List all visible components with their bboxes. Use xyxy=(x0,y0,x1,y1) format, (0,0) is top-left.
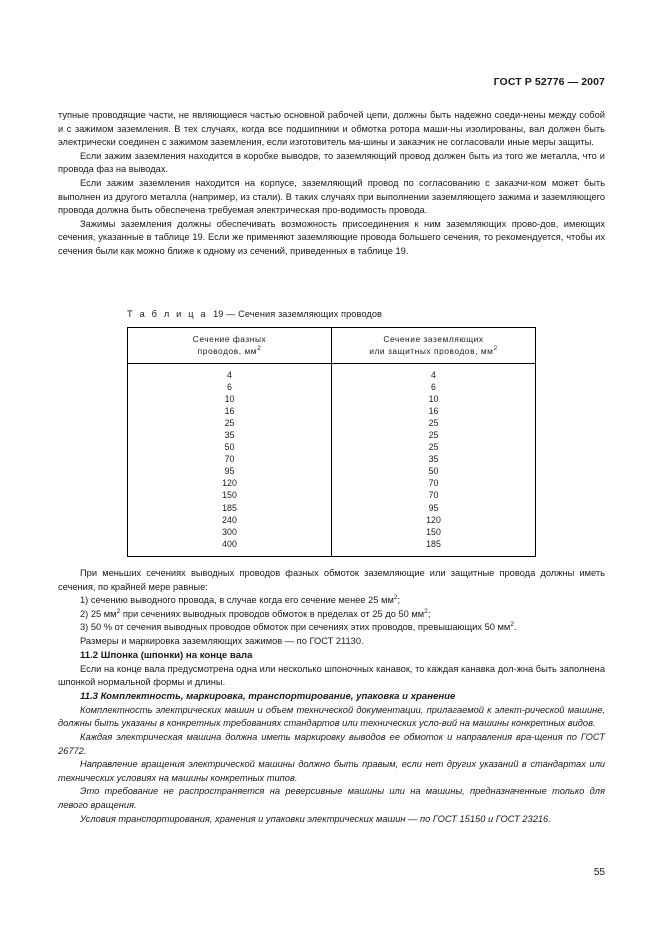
table-cell-phase: 35 xyxy=(224,430,235,441)
table-19-block xyxy=(127,308,536,557)
table-cell-phase: 150 xyxy=(222,490,237,501)
paragraph: Каждая электрическая машина должна иметь маркировку выводов ее обмоток и направления вра-щения по ГОСТ 26772. xyxy=(58,731,605,756)
table-row xyxy=(128,364,536,557)
table-caption-number: 19 xyxy=(213,309,224,319)
paragraph: Зажимы заземления должны обеспечивать возможность присоединения к ним заземляющих прово-дов, имеющих сечения, указанные в таблице 19. Если же применяют заземляющие провода большего сечения, то рекомендуется, чтобы их сечения были как можно ближе к одному из сечений, приведенных в таблице 19. xyxy=(58,218,605,256)
table-caption-title: Сечения заземляющих проводов xyxy=(238,309,383,319)
table-cell-phase: 95 xyxy=(224,466,235,477)
table-cell-phase: 240 xyxy=(222,514,237,525)
paragraph: Если на конце вала предусмотрена одна или несколько шпоночных канавок, то каждая канавка дол-жна быть заполнена шпонкой нормальной формы и длины. xyxy=(58,663,605,688)
paragraph: При меньших сечениях выводных проводов фазных обмоток заземляющие или защитные провода должны иметь сечения, по крайней мере равные: xyxy=(58,568,605,592)
table-19 xyxy=(127,327,536,557)
table-cell-phase: 300 xyxy=(222,526,237,537)
paragraph: Это требование не распространяется на реверсивные машины или на машины, предназначенные только для левого вращения. xyxy=(58,786,605,810)
table-cell-ground: 120 xyxy=(426,514,441,525)
paragraph: Если зажим заземления находится в коробке выводов, то заземляющий провод должен быть из того же металла, что и провода фаз на выводах. xyxy=(58,150,605,175)
list-item-3: 3) 50 % от сечения выводных проводов обмоток при сечениях этих проводов, превышающих 50 $мм^2$. xyxy=(80,621,517,633)
upper-text-column xyxy=(58,109,605,259)
superscript-two: 2 xyxy=(116,607,121,615)
table-cell-phase: 185 xyxy=(222,502,237,513)
column-header-phase-line1: Сечение фазных xyxy=(192,334,267,344)
paragraph-continuation: тупные проводящие части, не являющиеся частью основной рабочей цепи, должны быть надежно соеди-нены между собой и с зажимом заземления. В тех случаях, когда все подшипники и обмотка ротора маши-ны изолированы, вал должен быть электрически соединен с зажимом заземления, если изготовитель ма-шины и заказчик не согласовали иные меры защиты. xyxy=(58,110,605,148)
table-cell-phase: 10 xyxy=(224,394,235,405)
running-head: ГОСТ Р 52776 — 2007 xyxy=(493,76,605,88)
table-cell-phase: 16 xyxy=(224,406,235,417)
column-header-ground xyxy=(332,328,536,364)
paragraph: Комплектность электрических машин и объем технической документации, прилагаемой к элект-рической машине, должны быть указаны в конкретных требованиях стандартов или технических усло-вий на машины конкретных видов. xyxy=(58,704,605,729)
list-item-1: 1) сечению выводного провода, в случае когда его сечение менее 25 $мм^2$; xyxy=(80,594,401,606)
paragraph: Направление вращения электрической машины должно быть правым, если нет других указаний в стандартах или технических условиях на машины конкретных типов. xyxy=(58,759,605,783)
table-cell-ground: 25 xyxy=(428,418,439,429)
column-header-ground-line2: или защитных проводов, $мм^2$ xyxy=(369,345,498,356)
superscript-two: 2 xyxy=(510,621,514,629)
table-cell-ground: 70 xyxy=(428,478,439,489)
table-cell-phase: 70 xyxy=(224,454,235,465)
lower-text-column xyxy=(58,567,605,826)
paragraph: Условия транспортирования, хранения и упаковки электрических машин — по ГОСТ 15150 и ГОСТ 23216. xyxy=(80,813,551,824)
table-cell-phase: 6 xyxy=(227,382,232,393)
list-item-2: 2) 25 $мм^2$ при сечениях выводных проводов обмоток в пределах от 25 до 50 $мм^2$; xyxy=(80,607,431,619)
column-header-phase xyxy=(128,328,332,364)
table-cell-ground: 70 xyxy=(428,490,439,501)
cell-phase-column xyxy=(128,364,332,557)
superscript-two: 2 xyxy=(493,345,498,353)
table-cell-ground: 50 xyxy=(428,466,439,477)
table-cell-ground: 35 xyxy=(428,454,439,465)
table-cell-ground: 6 xyxy=(431,382,436,393)
superscript-two: 2 xyxy=(393,594,398,602)
section-heading-11-2: 11.2 Шпонка (шпонки) на конце вала xyxy=(80,649,253,661)
table-cell-ground: 16 xyxy=(428,406,439,417)
page-number: 55 xyxy=(593,867,605,878)
table-caption-label: Т а б л и ц а xyxy=(127,309,208,319)
table-cell-phase: 25 xyxy=(224,418,235,429)
table-cell-phase: 50 xyxy=(224,442,235,453)
paragraph: Размеры и маркировка заземляющих зажимов — по ГОСТ 21130. xyxy=(80,635,364,646)
superscript-two: 2 xyxy=(257,345,262,353)
table-cell-phase: 120 xyxy=(222,478,237,489)
column-header-phase-line2: проводов, $мм^2$ xyxy=(197,345,262,356)
section-heading-11-3: 11.3 Комплектность, маркировка, транспортирование, упаковка и хранение xyxy=(80,690,456,702)
phase-values xyxy=(128,364,331,556)
table-cell-ground: 25 xyxy=(428,442,439,453)
table-caption-dash: — xyxy=(226,309,236,319)
ground-values xyxy=(332,364,535,556)
table-cell-ground: 10 xyxy=(428,394,439,405)
superscript-two: 2 xyxy=(424,607,428,615)
table-cell-phase: 400 xyxy=(222,538,237,549)
table-cell-ground: 4 xyxy=(431,370,436,380)
table-caption xyxy=(127,308,536,321)
cell-ground-column xyxy=(332,364,536,557)
table-cell-ground: 95 xyxy=(428,502,439,513)
table-cell-ground: 150 xyxy=(426,526,441,537)
paragraph: Если зажим заземления находится на корпусе, заземляющий провод по согласованию с заказчи-ком может быть выполнен из другого металла (например, из стали). В таких случаях при выполнении заземляющего зажима и заземляющего провода должна быть обеспечена требуемая электрическая про-водимость провода. xyxy=(58,177,605,216)
table-cell-ground: 185 xyxy=(426,538,441,549)
table-header-row xyxy=(128,328,536,364)
column-header-ground-line1: Сечение заземляющих xyxy=(383,334,484,344)
table-cell-phase: 4 xyxy=(227,370,232,380)
table-cell-ground: 25 xyxy=(428,430,439,441)
